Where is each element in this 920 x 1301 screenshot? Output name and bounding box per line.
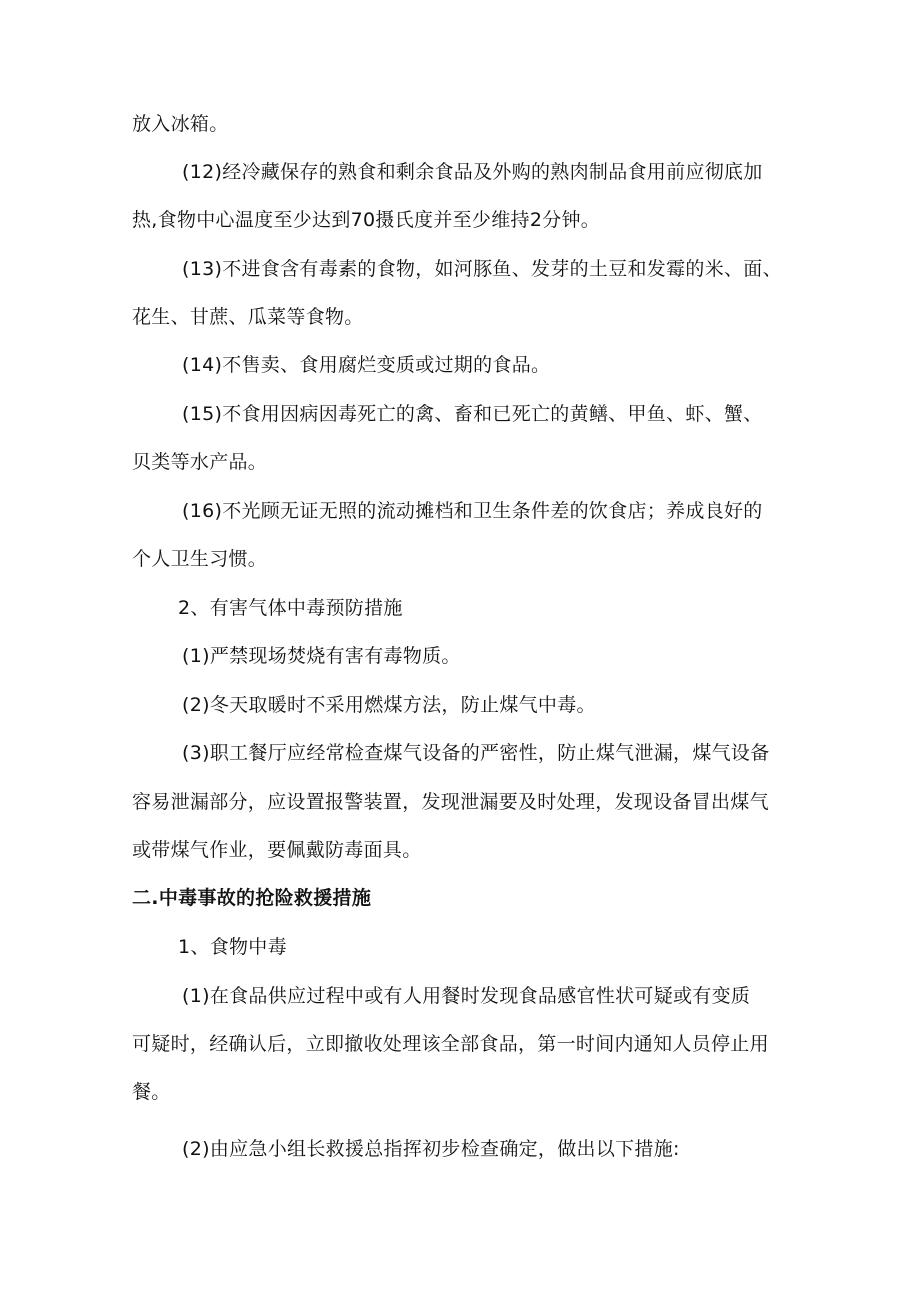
text-line: 热,食物中心温度至少达到70摄氏度并至少维持2分钟。 [132, 209, 601, 231]
text-line: 餐。 [132, 1081, 171, 1103]
text-line: 可疑时，经确认后，立即撤收处理该全部食品，第一时间内通知人员停止用 [132, 1033, 769, 1055]
text-line: 放入冰箱。 [132, 113, 229, 135]
text-line: (2)由应急小组长救援总指挥初步检查确定，做出以下措施: [182, 1138, 680, 1160]
section-subheading: 2、有害气体中毒预防措施 [178, 597, 403, 619]
text-line: 花生、甘蔗、瓜菜等食物。 [132, 306, 364, 328]
section-subheading: 1、食物中毒 [178, 936, 287, 958]
text-line: (13)不进食含有毒素的食物，如河豚鱼、发芽的土豆和发霉的米、面、 [182, 258, 782, 280]
section-heading: 二.中毒事故的抢险救援措施 [132, 887, 372, 909]
text-line: (1)严禁现场焚烧有害有毒物质。 [182, 645, 461, 667]
text-line: (2)冬天取暖时不采用燃煤方法，防止煤气中毒。 [182, 694, 596, 716]
text-line: (1)在食品供应过程中或有人用餐时发现食品感官性状可疑或有变质 [182, 985, 751, 1007]
text-line: (14)不售卖、食用腐烂变质或过期的食品。 [182, 354, 551, 376]
text-line: 容易泄漏部分，应设置报警装置，发现泄漏要及时处理，发现设备冒出煤气 [132, 791, 769, 813]
text-line: 个人卫生习惯。 [132, 548, 268, 570]
text-line: 贝类等水产品。 [132, 451, 268, 473]
text-line: (15)不食用因病因毒死亡的禽、畜和已死亡的黄鳝、甲鱼、虾、蟹、 [182, 403, 763, 425]
text-line: 或带煤气作业，要佩戴防毒面具。 [132, 839, 422, 861]
text-line: (3)职工餐厅应经常检查煤气设备的严密性，防止煤气泄漏，煤气设备 [182, 742, 770, 764]
text-line: (12)经冷藏保存的熟食和剩余食品及外购的熟肉制品食用前应彻底加 [182, 161, 763, 183]
text-line: (16)不光顾无证无照的流动摊档和卫生条件差的饮食店；养成良好的 [182, 500, 763, 522]
